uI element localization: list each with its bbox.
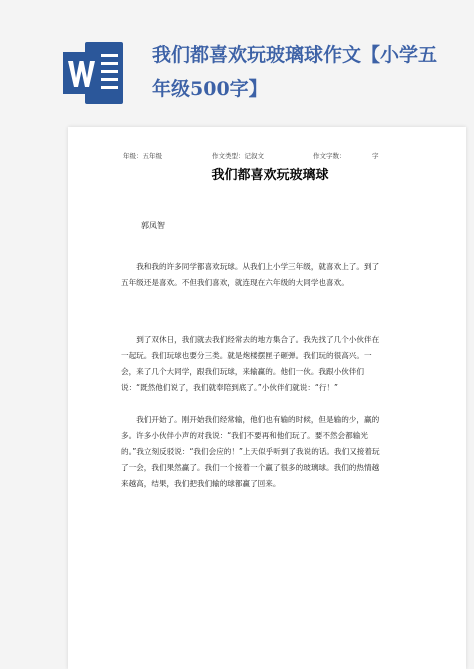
word-document-icon [63, 40, 125, 106]
document-page [68, 127, 466, 669]
essay-type-label: 作文类型：记叙文 [212, 152, 264, 160]
paragraph-1: 我和我的许多同学都喜欢玩球。从我们上小学三年级，就喜欢上了。到了五年级还是喜欢。不但我们喜欢，就连现在六年级的大同学也喜欢。 [121, 262, 380, 287]
word-count-unit: 字 [372, 152, 379, 160]
paragraph-2: 到了双休日，我们就去我们经常去的地方集合了。我先找了几个小伙伴在一起玩。我们玩球也要分三类。就是炮楼摆匣子砸弹。我们玩的很高兴。一会，来了几个大同学，跟我们玩球，来输赢的。他们一伙。我跟小伙伴们说：“既然他们说了，我们就奉陪到底了。”小伙伴们就说：“行！” [121, 335, 380, 392]
header-banner [0, 0, 474, 120]
grade-label: 年级：五年级 [123, 152, 162, 160]
document-title: 我们都喜欢玩玻璃球作文【小学五年级500字】 [152, 44, 438, 100]
author-name: 郭凤智 [141, 221, 165, 230]
word-count-label: 作文字数： [313, 152, 346, 160]
essay-title: 我们都喜欢玩玻璃球 [211, 168, 329, 183]
paragraph-3: 我们开始了。刚开始我们经常输，他们也有输的时候，但是输的少，赢的多。许多小伙伴小声的对我说：“我们不要再和他们玩了。要不然会都输光的。”我立刻反驳说：“我们会应的！”上天似乎听到了我说的话。我们又接着玩了一会，我们果然赢了。我们一个接着一个赢了很多的玻璃球。我们的热情越来越高，结果，我们把我们输的球都赢了回来。 [121, 415, 380, 488]
